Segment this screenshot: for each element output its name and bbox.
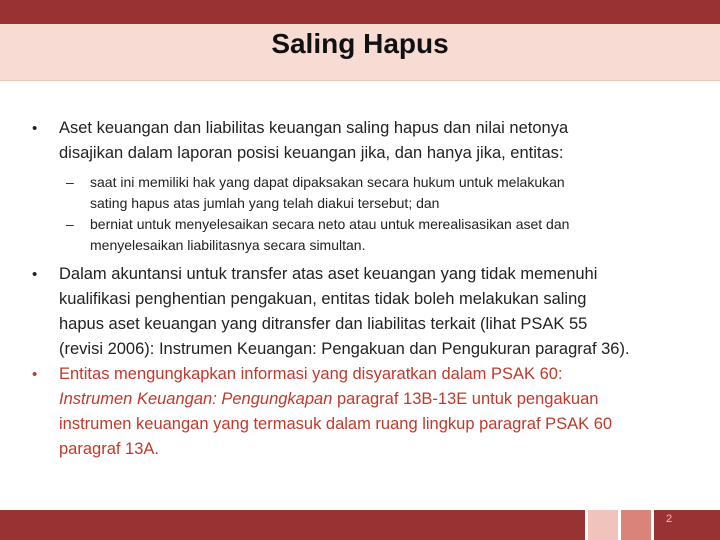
bullet-item-2 (32, 262, 702, 362)
page-number: 2 (665, 513, 673, 525)
bullet-1-line-1: Aset keuangan dan liabilitas keuangan saling hapus dan nilai netonya (59, 119, 569, 137)
sub-1-line-1: saat ini memiliki hak yang dapat dipaksakan secara hukum untuk melakukan (90, 174, 565, 190)
bullet-item-3 (32, 362, 702, 462)
sub-2-line-2: menyelesaikan liabilitasnya secara simultan. (90, 237, 366, 253)
sub-2-line-1: berniat untuk menyelesaikan secara neto atau untuk merealisasikan aset dan (90, 216, 570, 232)
bullet-marker: • (32, 120, 38, 137)
bullet-2-line-2: kualifikasi penghentian pengakuan, entitas tidak boleh melakukan saling (59, 290, 587, 308)
bullet-3-line-4: paragraf 13A. (59, 440, 159, 458)
footer-light-block (588, 510, 618, 540)
bullet-item-1 (32, 116, 702, 166)
sub-list (32, 172, 702, 256)
slide-content (32, 116, 702, 462)
sub-1-line-2: sating hapus atas jumlah yang telah diakui tersebut; dan (90, 195, 440, 211)
bullet-2-line-3: hapus aset keuangan yang ditransfer dan liabilitas terkait (lihat PSAK 55 (59, 315, 588, 333)
bullet-1-line-2: disajikan dalam laporan posisi keuangan jika, dan hanya jika, entitas: (59, 144, 564, 162)
bullet-3-line-2 (59, 387, 702, 412)
footer-mid-block (621, 510, 651, 540)
footer-main-block (0, 510, 585, 540)
sub-item-1 (32, 172, 702, 214)
bullet-3-line-1: Entitas mengungkapkan informasi yang disyaratkan dalam PSAK 60: (59, 365, 563, 383)
slide-title: Saling Hapus (271, 28, 449, 59)
footer-bar (0, 510, 720, 540)
standard-title-italic: Instrumen Keuangan: Pengungkapan (59, 390, 333, 408)
bullet-2-line-1: Dalam akuntansi untuk transfer atas aset keuangan yang tidak memenuhi (59, 265, 598, 283)
dash-marker: – (66, 174, 74, 190)
sub-item-2 (32, 214, 702, 256)
bullet-3-line-3: instrumen keuangan yang termasuk dalam ruang lingkup paragraf PSAK 60 (59, 415, 613, 433)
dash-marker: – (66, 216, 74, 232)
header-bar (0, 0, 720, 24)
bullet-marker: • (32, 366, 38, 383)
bullet-3-line-2-rest: paragraf 13B-13E untuk pengakuan (332, 390, 599, 408)
bullet-marker: • (32, 266, 38, 283)
bullet-2-line-4: (revisi 2006): Instrumen Keuangan: Pengakuan dan Pengukuran paragraf 36). (59, 340, 630, 358)
